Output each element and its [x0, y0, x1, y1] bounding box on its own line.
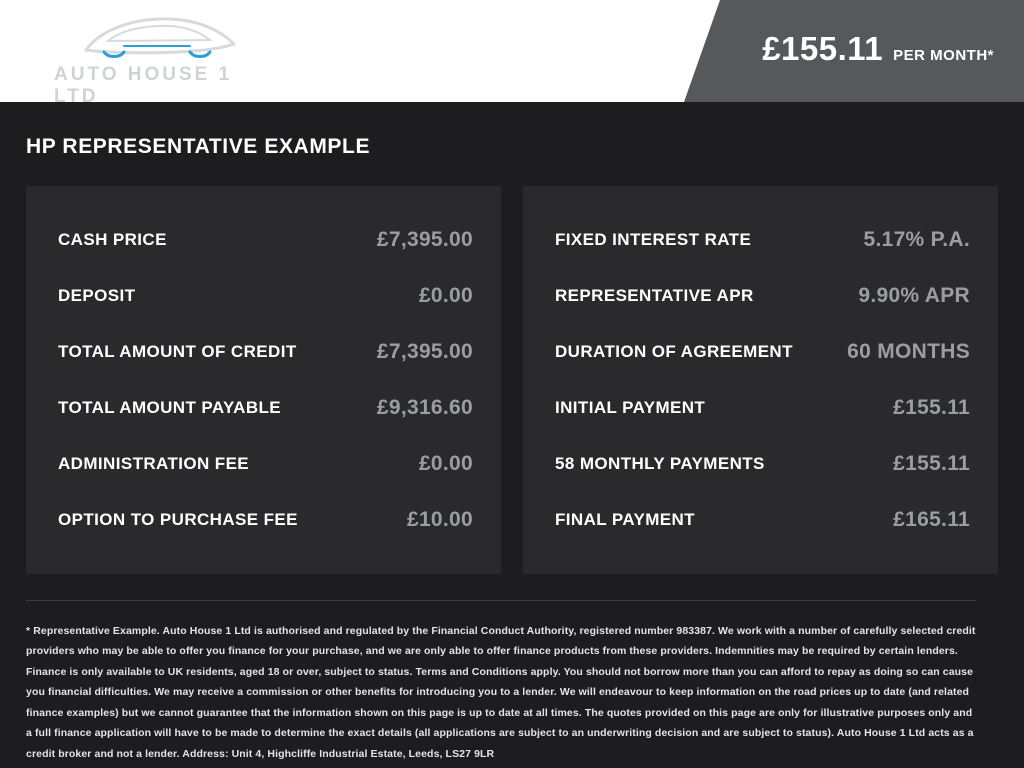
table-row: [555, 324, 970, 380]
brand-name: AUTO HOUSE 1 LTD: [54, 64, 233, 102]
row-value: 9.90% APR: [858, 284, 970, 307]
row-value: £9,316.60: [376, 396, 473, 419]
row-value: £165.11: [893, 508, 970, 531]
table-row: [555, 492, 970, 548]
price-amount: £155.11: [762, 30, 884, 67]
table-row: [58, 492, 473, 548]
row-value: £7,395.00: [376, 228, 473, 251]
row-label: INITIAL PAYMENT: [555, 398, 706, 417]
disclaimer-text: * Representative Example. Auto House 1 Ltd is authorised and regulated by the Financial Conduct Authority, registered number 983387. We work with a number of carefully selected credit providers who may be able to offer you finance for your purchase, and we are only able to offer finance products from these providers. Indemnities may be required by certain lenders. Finance is only available to UK residents, aged 18 or over, subject to status. Terms and Conditions apply. You should not borrow more than you can afford to repay as doing so can cause you financial difficulties. We may receive a commission or other benefits for introducing you to a lender. We will endeavour to keep information on the road prices up to date (and related finance examples) but we cannot guarantee that the information shown on this page is up to date at all times. The quotes provided on this page are only for illustrative purposes only and a full finance application will have to be made to determine the exact details (all applications are subject to an underwriting decision and are subject to status). Auto House 1 Ltd acts as a credit broker and not a lender. Address: Unit 4, Highcliffe Industrial Estate, Leeds, LS27 9LR: [26, 600, 976, 764]
table-row: [555, 268, 970, 324]
car-icon: [74, 10, 244, 62]
row-value: £0.00: [418, 452, 473, 475]
row-label: CASH PRICE: [58, 230, 167, 249]
price-period: PER MONTH*: [893, 47, 994, 64]
row-label: DEPOSIT: [58, 286, 136, 305]
left-finance-panel: [26, 186, 501, 574]
row-label: OPTION TO PURCHASE FEE: [58, 510, 298, 529]
monthly-price: [762, 30, 994, 68]
table-row: [555, 380, 970, 436]
row-label: REPRESENTATIVE APR: [555, 286, 754, 305]
row-label: 58 MONTHLY PAYMENTS: [555, 454, 765, 473]
table-row: [58, 436, 473, 492]
row-value: £10.00: [406, 508, 473, 531]
row-value: 5.17% P.A.: [863, 228, 970, 251]
row-value: £155.11: [893, 396, 970, 419]
row-value: £7,395.00: [376, 340, 473, 363]
row-value: 60 MONTHS: [847, 340, 970, 363]
row-label: TOTAL AMOUNT PAYABLE: [58, 398, 282, 417]
row-label: ADMINISTRATION FEE: [58, 454, 250, 473]
right-finance-panel: [523, 186, 998, 574]
table-row: [58, 380, 473, 436]
brand-logo[interactable]: [26, 6, 276, 102]
table-row: [58, 324, 473, 380]
row-label: FINAL PAYMENT: [555, 510, 695, 529]
row-label: TOTAL AMOUNT OF CREDIT: [58, 342, 297, 361]
row-label: FIXED INTEREST RATE: [555, 230, 752, 249]
table-row: [58, 212, 473, 268]
row-label: DURATION OF AGREEMENT: [555, 342, 793, 361]
table-row: [58, 268, 473, 324]
table-row: [555, 212, 970, 268]
table-row: [555, 436, 970, 492]
page-header: [0, 0, 1024, 102]
page-title: HP REPRESENTATIVE EXAMPLE: [26, 135, 371, 158]
row-value: £0.00: [418, 284, 473, 307]
finance-details: [26, 186, 998, 574]
row-value: £155.11: [893, 452, 970, 475]
